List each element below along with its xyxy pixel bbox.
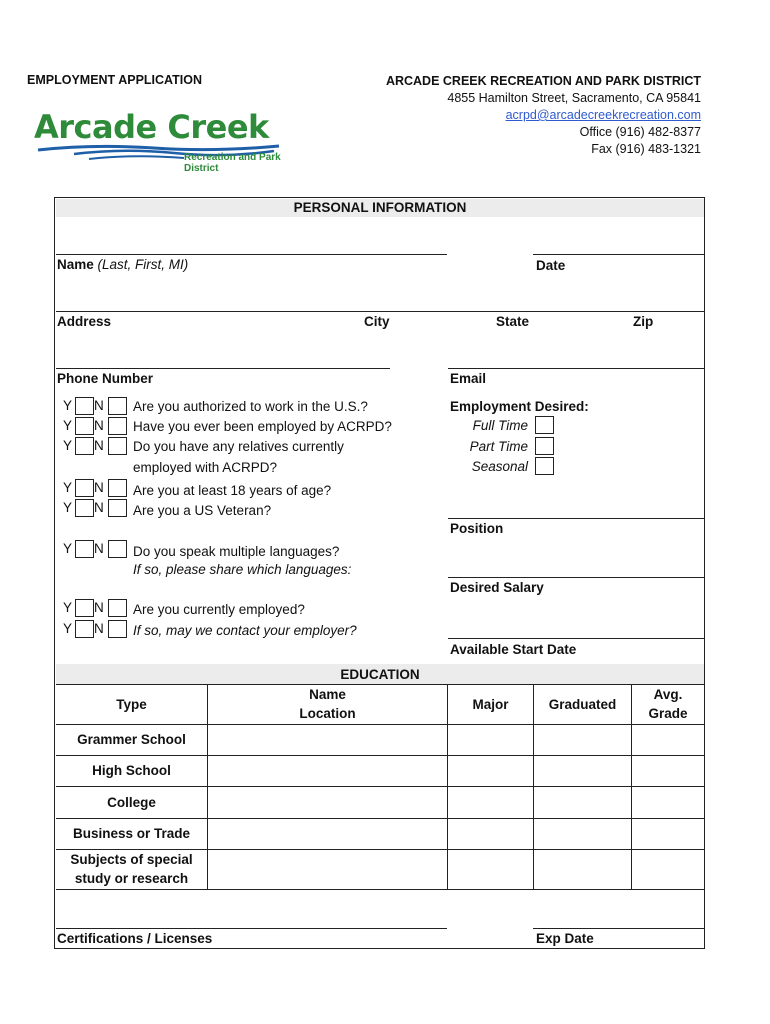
no-letter: N bbox=[94, 480, 104, 495]
no-letter: N bbox=[94, 541, 104, 556]
name-line[interactable] bbox=[56, 254, 447, 255]
form-title: EMPLOYMENT APPLICATION bbox=[27, 73, 202, 87]
no-letter: N bbox=[94, 500, 104, 515]
q5-yes-checkbox[interactable] bbox=[75, 499, 94, 517]
seasonal-checkbox[interactable] bbox=[535, 457, 554, 475]
phone-label: Phone Number bbox=[57, 371, 154, 386]
yes-letter: Y bbox=[63, 541, 73, 556]
education-section-title: EDUCATION bbox=[340, 667, 420, 682]
q4-no-checkbox[interactable] bbox=[108, 479, 127, 497]
question-text: Have you ever been employed by ACRPD? bbox=[133, 419, 392, 434]
name-label: Name (Last, First, MI) bbox=[57, 257, 189, 272]
yes-letter: Y bbox=[63, 418, 73, 433]
org-name: ARCADE CREEK RECREATION AND PARK DISTRICT bbox=[385, 74, 701, 88]
question-text: Do you speak multiple languages? bbox=[133, 544, 340, 559]
question-text: Are you a US Veteran? bbox=[133, 503, 272, 518]
q6-no-checkbox[interactable] bbox=[108, 540, 127, 558]
yes-letter: Y bbox=[63, 621, 73, 636]
state-label: State bbox=[496, 314, 530, 329]
q8-no-checkbox[interactable] bbox=[108, 620, 127, 638]
city-label: City bbox=[364, 314, 390, 329]
email-label: Email bbox=[450, 371, 487, 386]
q2-yes-checkbox[interactable] bbox=[75, 417, 94, 435]
part-time-checkbox[interactable] bbox=[535, 437, 554, 455]
arcade-creek-logo bbox=[34, 108, 314, 174]
q4-yes-checkbox[interactable] bbox=[75, 479, 94, 497]
q2-no-checkbox[interactable] bbox=[108, 417, 127, 435]
q1-yes-checkbox[interactable] bbox=[75, 397, 94, 415]
full-time-checkbox[interactable] bbox=[535, 416, 554, 434]
start-date-line[interactable] bbox=[448, 638, 704, 639]
edu-row-label: Grammer School bbox=[77, 732, 186, 747]
edu-header-major: Major bbox=[472, 696, 509, 712]
question-text: Are you authorized to work in the U.S.? bbox=[133, 399, 368, 414]
q6-yes-checkbox[interactable] bbox=[75, 540, 94, 558]
question-hint: If so, may we contact your employer? bbox=[133, 623, 357, 638]
position-label: Position bbox=[450, 521, 504, 536]
position-line[interactable] bbox=[448, 518, 704, 519]
zip-label: Zip bbox=[633, 314, 654, 329]
exp-date-line[interactable] bbox=[533, 928, 704, 929]
yes-letter: Y bbox=[63, 398, 73, 413]
org-contact-block bbox=[386, 73, 701, 158]
q7-yes-checkbox[interactable] bbox=[75, 599, 94, 617]
date-line[interactable] bbox=[533, 254, 704, 255]
no-letter: N bbox=[94, 418, 104, 433]
edu-row-label: College bbox=[107, 794, 156, 810]
question-hint: If so, please share which languages: bbox=[133, 562, 352, 577]
phone-line[interactable] bbox=[56, 368, 390, 369]
q3-no-checkbox[interactable] bbox=[108, 437, 127, 455]
no-letter: N bbox=[94, 398, 104, 413]
org-address: 4855 Hamilton Street, Sacramento, CA 95841 bbox=[447, 91, 701, 105]
question-text: Are you currently employed? bbox=[133, 602, 305, 617]
logo-name: Arcade Creek bbox=[34, 108, 269, 146]
part-time-label: Part Time bbox=[469, 439, 528, 454]
question-text: employed with ACRPD? bbox=[133, 460, 278, 475]
yes-letter: Y bbox=[63, 600, 73, 615]
personal-section-title: PERSONAL INFORMATION bbox=[293, 200, 467, 215]
question-text: Are you at least 18 years of age? bbox=[133, 483, 332, 498]
edu-grid-line bbox=[56, 889, 704, 890]
edu-header-name-location: Name Location bbox=[299, 687, 356, 721]
no-letter: N bbox=[94, 621, 104, 636]
yes-letter: Y bbox=[63, 438, 73, 453]
available-start-label: Available Start Date bbox=[450, 642, 577, 657]
desired-salary-line[interactable] bbox=[448, 577, 704, 578]
edu-row-label: Business or Trade bbox=[72, 826, 191, 841]
desired-salary-label: Desired Salary bbox=[450, 580, 544, 595]
q3-yes-checkbox[interactable] bbox=[75, 437, 94, 455]
yes-letter: Y bbox=[63, 500, 73, 515]
q5-no-checkbox[interactable] bbox=[108, 499, 127, 517]
org-email-link[interactable]: acrpd@arcadecreekrecreation.com bbox=[505, 108, 701, 122]
certifications-label: Certifications / Licenses bbox=[57, 931, 213, 946]
certifications-line[interactable] bbox=[56, 928, 447, 929]
email-line[interactable] bbox=[448, 368, 704, 369]
org-fax: Fax (916) 483-1321 bbox=[591, 142, 701, 156]
address-line[interactable] bbox=[56, 311, 704, 312]
question-text: Do you have any relatives currently bbox=[133, 439, 344, 454]
edu-header-graduated: Graduated bbox=[548, 696, 617, 712]
q7-no-checkbox[interactable] bbox=[108, 599, 127, 617]
q1-no-checkbox[interactable] bbox=[108, 397, 127, 415]
employment-desired-label: Employment Desired: bbox=[450, 399, 589, 414]
date-label: Date bbox=[536, 258, 566, 273]
full-time-label: Full Time bbox=[472, 418, 528, 433]
org-office-phone: Office (916) 482-8377 bbox=[579, 125, 701, 139]
exp-date-label: Exp Date bbox=[536, 931, 594, 946]
address-label: Address bbox=[57, 314, 112, 329]
edu-row-label: High School bbox=[92, 763, 171, 778]
yes-letter: Y bbox=[63, 480, 73, 495]
edu-row-label: Subjects of special study or research bbox=[70, 852, 193, 886]
q8-yes-checkbox[interactable] bbox=[75, 620, 94, 638]
seasonal-label: Seasonal bbox=[471, 459, 528, 474]
no-letter: N bbox=[94, 600, 104, 615]
edu-header-avg-grade: Avg. Grade bbox=[648, 687, 688, 721]
edu-header-type: Type bbox=[116, 696, 147, 712]
logo-tagline: Recreation and Park District bbox=[184, 152, 281, 174]
no-letter: N bbox=[94, 438, 104, 453]
